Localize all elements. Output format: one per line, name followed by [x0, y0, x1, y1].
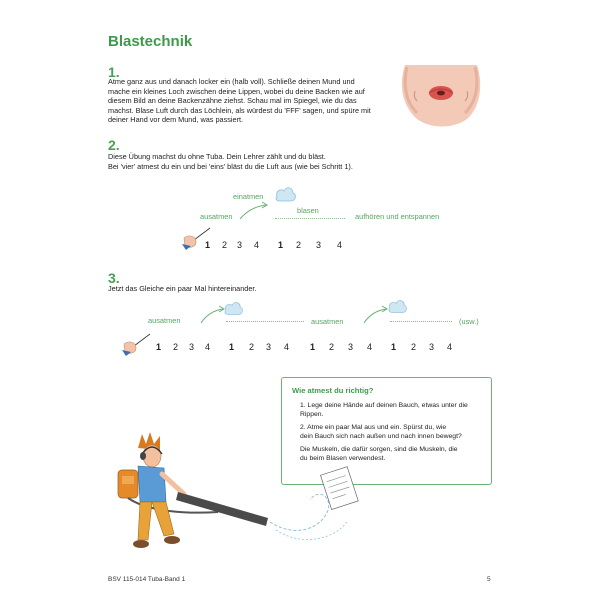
beat-count: 2	[411, 342, 417, 352]
step-1-line: mache ein kleines Loch zwischen deine Lippen, wobei du deine Backen wie auf	[108, 86, 365, 96]
label-aufhoeren: aufhören und entspannen	[355, 212, 440, 221]
conductor-hand-icon	[120, 332, 154, 358]
label-ausatmen: ausatmen	[148, 316, 181, 325]
beat-count: 4	[447, 342, 453, 352]
beat-count: 2	[296, 240, 302, 250]
leaf-blower-boy-illustration	[108, 430, 368, 575]
info-box-paragraph	[300, 402, 485, 420]
mouth-illustration	[395, 63, 487, 130]
info-box-line: du beim Blasen verwendest.	[300, 454, 386, 462]
blow-dotted-line	[275, 218, 345, 219]
beat-count: 4	[337, 240, 343, 250]
beat-count: 2	[329, 342, 335, 352]
beat-count: 3	[316, 240, 322, 250]
label-ausatmen: ausatmen	[311, 317, 344, 326]
footer-book-title: BSV 115-014 Tuba-Band 1	[108, 576, 186, 583]
page-title: Blastechnik	[108, 33, 193, 50]
beat-count: 2	[249, 342, 255, 352]
inhale-arrow-icon	[238, 201, 272, 221]
beat-count: 3	[237, 240, 243, 250]
step-1-line: machst. Blase Luft durch das Löchlein, als würdest du 'FFF' sagen, und spüre mit	[108, 105, 371, 115]
beat-count: 2	[173, 342, 179, 352]
beat-count: 2	[222, 240, 228, 250]
beat-count: 1	[391, 342, 397, 352]
breath-cloud-icon	[273, 185, 297, 205]
label-ausatmen: ausatmen	[200, 212, 233, 221]
beat-count: 4	[284, 342, 290, 352]
beat-count: 3	[429, 342, 435, 352]
beat-count: 1	[310, 342, 316, 352]
beat-count: 3	[266, 342, 272, 352]
blow-dotted-line	[226, 321, 304, 322]
info-box-title: Wie atmest du richtig?	[292, 386, 374, 395]
breath-cloud-icon	[222, 300, 244, 318]
label-einatmen: einatmen	[233, 192, 264, 201]
step-2-line: Diese Übung machst du ohne Tuba. Dein Lehrer zählt und du bläst.	[108, 152, 326, 161]
step-1-line: diesem Bild an deine Backenzähne ziehst. Schau mal im Spiegel, wie du das	[108, 96, 357, 106]
page-number: 5	[487, 576, 491, 583]
info-box-line: 2. Atme ein paar Mal aus und ein. Spürst du, wie	[300, 424, 447, 431]
breath-cloud-icon	[386, 298, 408, 316]
step-1-number: 1.	[108, 64, 120, 80]
beat-count: 1	[229, 342, 235, 352]
step-1-text	[108, 77, 388, 125]
beat-count: 4	[254, 240, 260, 250]
beat-count: 1	[156, 342, 162, 352]
info-box-line: Rippen.	[300, 410, 324, 418]
step-3-text: Jetzt das Gleiche ein paar Mal hintereinander.	[108, 284, 257, 293]
info-box-line: dein Bauch sich nach außen und nach innen bewegt?	[300, 432, 462, 440]
beat-count: 3	[189, 342, 195, 352]
step-1-line: deiner Hand vor dem Mund, was passiert.	[108, 115, 244, 125]
label-blasen: blasen	[297, 206, 319, 215]
step-2-line: Bei 'vier' atmest du ein und bei 'eins' bläst du die Luft aus (wie bei Schritt 1).	[108, 161, 353, 171]
step-2-text	[108, 152, 408, 171]
beat-count: 4	[367, 342, 373, 352]
beat-count: 4	[205, 342, 211, 352]
label-usw: (usw.)	[459, 317, 479, 326]
info-box-line: 1. Lege deine Hände auf deinen Bauch, etwas unter die	[300, 402, 468, 409]
beat-count: 3	[348, 342, 354, 352]
beat-count: 1	[205, 240, 211, 250]
info-box-line: Die Muskeln, die dafür sorgen, sind die Muskeln, die	[300, 446, 458, 453]
step-1-line: Atme ganz aus und danach locker ein (halb voll). Schließe deinen Mund und	[108, 77, 355, 86]
beat-count: 1	[278, 240, 284, 250]
step-2-number: 2.	[108, 137, 120, 153]
step-3-number: 3.	[108, 270, 120, 286]
blow-dotted-line	[390, 321, 452, 322]
